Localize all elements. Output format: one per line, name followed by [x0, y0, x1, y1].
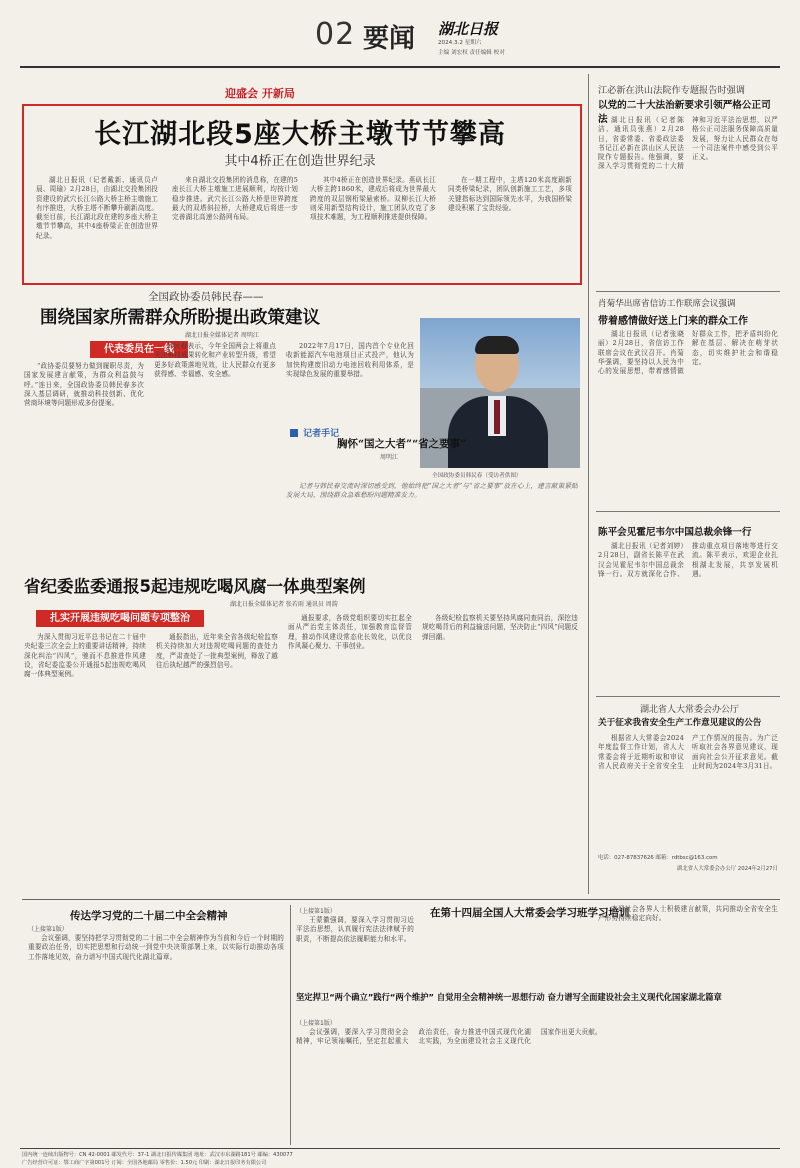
right-a4-contact: 电话：027-87837626 邮箱：rdtbsc@163.com — [598, 855, 718, 861]
lead-kicker: 迎盛会 开新局 — [225, 87, 295, 100]
discipline-column-2: 通报指出，近年来全省各级纪检监察机关持续加大对违规吃喝问题的查处力度，严肃查处了一批典型案例，释放了越往后执纪越严的强烈信号。 — [156, 633, 278, 669]
bottom-banner-headline: 坚定捍卫“两个确立”践行“两个维护” 自觉用全会精神统一思想行动 奋力谱写全面建设社会主义现代化国家湖北篇章 — [296, 992, 722, 1002]
lead-column-3: 其中4桥正在创造世界纪录。燕矶长江大桥主跨1860米，建成后将成为世界最大跨度的双层钢桁梁悬索桥。双柳长江大桥则采用新型结构设计，施工团队攻克了多项技术难题，为工程顺利推进提供保障。 — [310, 176, 436, 222]
lead-column-4: 在一期工程中，主塔120米高度刷新同类桥梁纪录，团队创新施工工艺，多项关键指标达到国际领先水平，为我国桥梁建设积累了宝贵经验。 — [448, 176, 572, 212]
cppcc-column-1: “政协委员要努力做到履职尽责，为国家发展建言献策，为群众利益鼓与呼。”连日来，全国政协委员韩民春多次深入基层调研，就推动科技创新、优化营商环境等问题形成多份提案。 — [24, 362, 144, 408]
discipline-headline: 省纪委监委通报5起违规吃喝风腐一体典型案例 — [24, 577, 366, 596]
bottom-separator — [290, 905, 291, 1145]
footer-divider — [20, 1148, 780, 1149]
right-a4-subhead: 关于征求我省安全生产工作意见建议的公告 — [598, 718, 762, 728]
right-a4-signature: 湖北省人大常委会办公厅 2024年2月27日 — [676, 866, 778, 872]
lead-column-1: 湖北日报讯（记者戴新、通讯员卢晨、周瑜）2月28日，由湖北交投集团投资建设的武穴长江公路大桥主桥主墩施工有序推进，大桥主塔不断攀升刷新高度。截至目前，长江湖北段在建的多座大桥主墩节节攀高，其中4座桥梁正在创造世界纪录。 — [36, 176, 158, 240]
cppcc-column-2: 韩民春表示，今年全国两会上将重点关注科技成果转化和产业转型升级，希望更多好政策落地见效，让人民群众有更多获得感、幸福感、安全感。 — [154, 342, 276, 378]
portrait-tie — [494, 400, 500, 434]
note-tag-label: 记者手记 — [303, 429, 340, 439]
bottom-banner-body: 会议强调，要深入学习贯彻全会精神，牢记领袖嘱托，坚定扛起重大政治责任，奋力推进中国式现代化湖北实践，为全面建设社会主义现代化国家作出更大贡献。 — [296, 1028, 602, 1046]
note-tag-icon — [290, 429, 298, 437]
bottom-divider — [22, 899, 780, 900]
right-a1-subhead: 以党的二十大法治新要求引领严格公正司法 — [598, 100, 771, 125]
cppcc-column-3: 2022年7月17日，国内首个专业化回收新能源汽车电池项目正式投产，他认为加快构建废旧动力电池回收利用体系，是实现绿色发展的重要举措。 — [286, 342, 414, 378]
discipline-section-tag: 扎实开展违规吃喝问题专项整治 — [36, 610, 204, 627]
right-column-separator — [588, 74, 589, 894]
section-title: 要闻 — [363, 24, 416, 54]
right-a4-body: 根据省人大常委会2024年度监督工作计划，省人大常委会将于近期听取和审议省人民政府关于全省安全生产工作情况的报告。为广泛听取社会各界意见建议，现面向社会公开征求意见。截止时间为2024年3月31日。 — [598, 734, 778, 770]
cppcc-section-tag: 代表委员在一线 — [90, 341, 188, 358]
bottom-left-subtitle: （上接第1版） — [28, 926, 68, 933]
right-a1-body: 湖北日报讯（记者陈洁、通讯员张燕）2月28日，省委常委、省委政法委书记江必新在洪山区人民法院作专题报告。他强调，要深入学习贯彻党的二十大精神和习近平法治思想，以严格公正司法服务保障高质量发展，努力让人民群众在每一个司法案件中感受到公平正义。 — [598, 116, 778, 171]
header-divider — [20, 66, 780, 68]
discipline-column-1: 为深入贯彻习近平总书记在二十届中央纪委三次全会上的重要讲话精神，持续深化纠治“四风”，驰而不息推进作风建设，省纪委监委公开通报5起违规吃喝风腐一体典型案例。 — [24, 633, 146, 679]
portrait-hair — [475, 336, 519, 354]
right-divider-3 — [596, 696, 780, 697]
right-a2-subhead: 带着感情做好送上门来的群众工作 — [598, 316, 748, 327]
note-title: 胸怀“国之大者”“省之要事” — [337, 438, 467, 450]
footer-line-1: 国内统一连续出版物号：CN 42-0001 邮发代号：37-1 湖北日报传媒集团 地址：武汉市东湖路181号 邮编：430077 — [22, 1152, 293, 1158]
right-a1-kicker: 江必新在洪山法院作专题报告时强调 — [598, 85, 745, 96]
discipline-byline: 湖北日报全媒体记者 张若雨 通讯员 周韵 — [230, 601, 338, 608]
right-a2-kicker: 肖菊华出席省信访工作联席会议强调 — [598, 299, 736, 309]
bottom-mid-body: 王蒙徽强调，要深入学习贯彻习近平法治思想，认真履行宪法法律赋予的职责，不断提高依法履职能力和水平。 — [296, 916, 414, 943]
paper-name-logo: 湖北日报 — [438, 20, 499, 38]
right-a2-body: 湖北日报讯（记者张晓丽）2月28日，省信访工作联席会议在武汉召开。肖菊华强调，要坚持以人民为中心的发展思想，带着感情做好群众工作，把矛盾纠纷化解在基层、解决在萌芽状态，切实维护社会和谐稳定。 — [598, 330, 778, 376]
lead-subhead: 其中4桥正在创造世界纪录 — [224, 154, 376, 169]
bottom-banner-subtitle: （上接第1版） — [296, 1020, 336, 1027]
bottom-mid-subtitle: （上接第1版） — [296, 908, 336, 915]
right-divider-2 — [596, 511, 780, 512]
note-body: 记者与韩民春交流时深切感受到，他始终把“国之大者”与“省之要事”放在心上，建言献策紧贴发展大局，围绕群众急难愁盼问题精准发力。 — [286, 482, 578, 500]
right-a5-body: 欢迎社会各界人士积极建言献策，共同推动全省安全生产形势持续稳定向好。 — [598, 905, 778, 923]
cppcc-headline: 围绕国家所需群众所盼提出政策建议 — [40, 308, 320, 328]
date-line: 2024.3.2 星期六 — [438, 40, 482, 46]
lead-headline: 长江湖北段5座大桥主墩节节攀高 — [94, 119, 506, 150]
note-author: 周明江 — [380, 454, 399, 461]
bottom-mid-headline: 在第十四届全国人大常委会学习班学习培训 — [430, 907, 630, 919]
right-a4-kicker: 湖北省人大常委会办公厅 — [640, 705, 740, 715]
right-a3-headline: 陈平会见霍尼韦尔中国总裁余锋一行 — [598, 527, 752, 538]
discipline-column-4: 各级纪检监察机关要坚持风腐同查同治，深挖违规吃喝背后的利益输送问题，坚决防止“四风”问题反弹回潮。 — [422, 614, 578, 641]
right-a3-body: 湖北日报讯（记者刘婷）2月28日，副省长陈平在武汉会见霍尼韦尔中国总裁余锋一行。双方就深化合作、推动重点项目落地等进行交流。陈平表示，欢迎企业扎根湖北发展，共享发展机遇。 — [598, 542, 778, 578]
right-divider-1 — [596, 291, 780, 292]
note-tag — [290, 422, 339, 441]
cppcc-byline: 湖北日报全媒体记者 周明江 — [185, 332, 259, 339]
bottom-left-headline: 传达学习党的二十届二中全会精神 — [70, 910, 228, 922]
footer-line-2: 广告经营许可证：鄂工商广字第001号 订阅：全国各地邮局 零售价：1.50元 印刷：湖北日报印务有限公司 — [22, 1160, 267, 1166]
page-number: 02 — [315, 17, 356, 52]
discipline-column-3: 通报要求，各级党组织要切实扛起全面从严治党主体责任，加强教育监督管理，推动作风建设常态化长效化，以优良作风凝心聚力、干事创业。 — [288, 614, 412, 650]
cppcc-kicker: 全国政协委员韩民春—— — [148, 291, 264, 303]
editor-line: 主编 刘宏权 责任编辑 校对 — [438, 50, 505, 56]
page-header — [0, 0, 800, 74]
lead-column-2: 来自湖北交投集团的消息称，在建的5座长江大桥主墩施工进展顺利，均按计划稳步推进。武穴长江公路大桥是世界跨度最大的双塔斜拉桥，大桥建成后将进一步完善湖北高速公路网布局。 — [172, 176, 298, 222]
bottom-left-body: 会议强调，要坚持把学习贯彻党的二十届二中全会精神作为当前和今后一个时期的重要政治任务，切实把思想和行动统一到党中央决策部署上来，以实际行动推动各项工作落地见效，奋力谱写中国式现代化湖北篇章。 — [28, 934, 284, 961]
portrait-caption: 全国政协委员韩民春（受访者供图） — [432, 473, 522, 479]
